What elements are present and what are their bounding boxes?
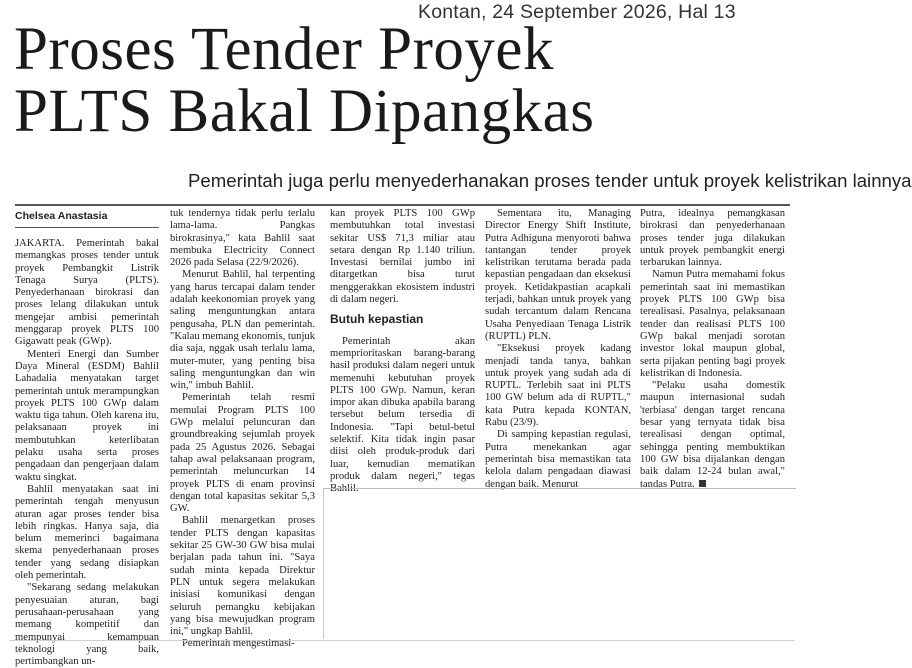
divider-rule — [15, 204, 790, 206]
paragraph: Putra, idealnya pemangkasan birokrasi dan penyederhanaan proses tender juga dilakukan untuk proyek pembangkit energi terbarukan lainnya. — [640, 208, 785, 269]
section-heading: Butuh kepastian — [330, 312, 424, 327]
end-of-article-mark — [699, 480, 706, 487]
article-column-2 — [170, 208, 315, 651]
article-column-1 — [15, 238, 159, 668]
article-column-5 — [640, 208, 785, 491]
paragraph: tuk tendernya tidak perlu terlalu lama-lama. Pangkas birokrasinya," kata Bahlil saat membuka Electricity Connect 2026 pada Selasa (22/9/2026). — [170, 208, 315, 269]
byline: Chelsea Anastasia — [15, 210, 108, 222]
paragraph: Menurut Bahlil, hal terpenting yang harus tercapai dalam tender adalah keekonomian proyek yang saling menguntungkan antara pengusaha, PLN dan pemerintah. "Kalau memang ekonomis, tunjuk dia saja, nggak usah terlalu lama, muter-muter, yang penting bisa saling menguntungkan dan win win," imbuh Bahlil. — [170, 269, 315, 392]
paragraph: Menteri Energi dan Sumber Daya Mineral (ESDM) Bahlil Lahadalia menyatakan target pemerintah untuk merampungkan proyek PLTS 100 GWp dalam waktu tiga tahun. Oleh karena itu, pelaksanaan proyek ini membutuhkan keterlibatan pelaku usaha serta proses pengadaan dan pengerjaan dalam waktu singkat. — [15, 348, 159, 483]
paragraph: Di samping kepastian regulasi, Putra menekankan agar pemerintah bisa memastikan tata kelola dalam pengadaan diawasi dengan baik. Menurut — [485, 429, 631, 490]
paragraph: Bahlil menyatakan saat ini pemerintah tengah menyusun aturan agar proses tender bisa lebih ringkas. Hanya saja, dia belum memerinci bagaimana skema penyederhanaan proses tender yang sedang disiapkan oleh pemerintah. — [15, 483, 159, 582]
paragraph: "Eksekusi proyek kadang menjadi tanda tanya, bahkan untuk proyek yang sudah ada di RUPTL. Terlebih saat ini PLTS 100 GW belum ada di RUPTL," kata Putra kepada KONTAN, Rabu (23/9). — [485, 343, 631, 429]
paragraph: JAKARTA. Pemerintah bakal memangkas proses tender untuk proyek Pembangkit Listrik Tenaga Surya (PLTS). Penyederhanaan birokrasi dan proses lelang dilakukan untuk mengejar ambisi pemerintah menggarap proyek PLTS 100 Gigawatt peak (GWp). — [15, 238, 159, 348]
paragraph: kan proyek PLTS 100 GWp membutuhkan total investasi sekitar US$ 71,3 miliar atau setara dengan Rp 1.140 triliun. Investasi bernilai jumbo ini ditargetkan bisa turut menggerakkan ekosistem industri di dalam negeri. — [330, 208, 475, 306]
paragraph: Pemerintah akan memprioritaskan barang-barang hasil produksi dalam negeri untuk memenuhi kebutuhan proyek PLTS 100 GWp. Namun, keran impor akan dibuka apabila barang tersebut belum tersedia di Indonesia. "Tapi betul-betul selektif. Kita tidak ingin pasar diisi oleh produk-produk dari luar, kemudian mematikan produk dalam negeri," tegas Bahlil. — [330, 335, 475, 495]
byline-rule — [15, 227, 159, 228]
paragraph: Pemerintah mengestimasi- — [182, 638, 295, 650]
headline-line-2: PLTS Bakal Dipangkas — [14, 78, 595, 145]
paragraph: Pemerintah telah resmi memulai Program PLTS 100 GWp melalui peluncuran dan groundbreaking sejumlah proyek pada 25 Agustus 2026. Sebagai tahap awal pelaksanaan program, pemerintah meluncurkan 14 proyek PLTS di enam provinsi dengan total kapasitas sekitar 5,3 GW. — [170, 392, 315, 515]
article-column-3 — [330, 208, 475, 496]
empty-space-bottom — [10, 640, 795, 655]
subheadline: Pemerintah juga perlu menyederhanakan proses tender untuk proyek kelistrikan lainnya — [188, 170, 912, 191]
source-citation: Kontan, 24 September 2026, Hal 13 — [418, 1, 736, 23]
paragraph: Sementara itu, Managing Director Energy Shift Institute, Putra Adhiguna menyoroti bahwa tantangan tender proyek kelistrikan terutama berada pada kepastian pengadaan dan eksekusi proyek. Ketidakpastian acapkali terjadi, bahkan untuk proyek yang sudah tercantum dalam Rencana Usaha Penyediaan Tenaga Listrik (RUPTL) PLN. — [485, 208, 631, 342]
headline-line-1: Proses Tender Proyek — [14, 16, 554, 83]
paragraph-text: "Pelaku usaha domestik maupun internasional sudah 'terbiasa' dengan target rencana besar yang ternyata tidak bisa terealisasi dengan optimal, sehingga penting membuktikan 100 GW bisa dijalankan dengan baik dalam 12-24 bulan awal," tandas Putra. — [640, 380, 785, 490]
empty-space — [323, 488, 796, 639]
article-column-4 — [485, 208, 631, 491]
paragraph: Bahlil menargetkan proses tender PLTS dengan kapasitas sekitar 25 GW-30 GW bisa mulai berjalan pada tahun ini. "Saya sudah minta kepada Direktur PLN untuk segera melakukan inisiasi komunikasi dengan seluruh pemangku kebijakan yang bisa mewujudkan program ini," ungkap Bahlil. — [170, 515, 315, 638]
paragraph: Namun Putra memahami fokus pemerintah saat ini memastikan proyek PLTS 100 GWp bisa terealisasi. Pasalnya, pelaksanaan tender dan realisasi PLTS 100 GWp bakal menjadi sorotan investor lokal maupun global, serta pijakan penting bagi proyek kelistrikan di Indonesia. — [640, 269, 785, 379]
paragraph: "Sekarang sedang melakukan penyesuaian aturan, bagi perusahaan-perusahaan yang memang kompetitif dan mempunyai kemampuan teknologi yang baik, pertimbangkan un- — [15, 582, 159, 668]
headline — [14, 16, 595, 145]
paragraph — [640, 380, 785, 491]
